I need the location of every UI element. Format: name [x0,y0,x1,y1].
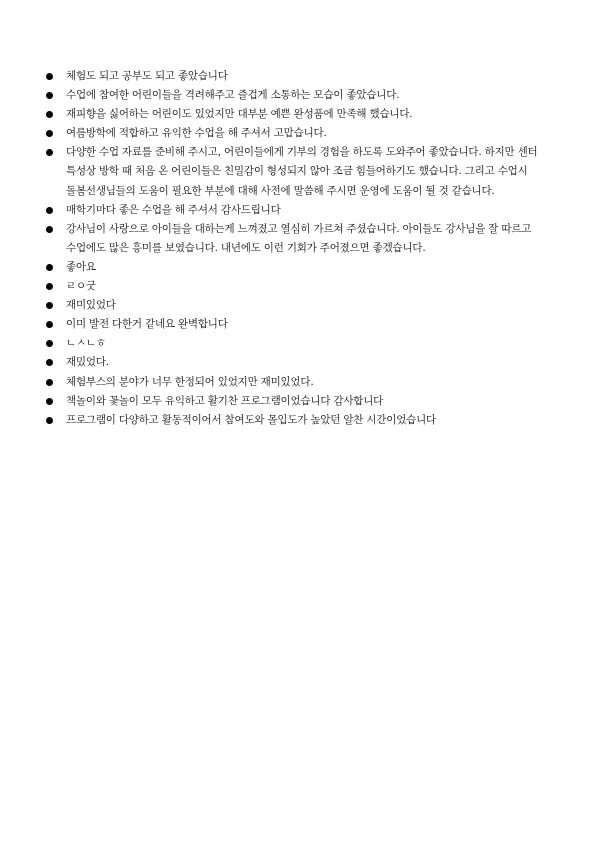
list-item [44,277,566,296]
bullet-icon [46,207,53,214]
bullet-icon [46,417,53,424]
bullet-icon [46,379,53,386]
comment-text: 강사님이 사랑으로 아이들을 대하는게 느껴졌고 열심히 가르쳐 주셨습니다. 아이들도 강사님을 잘 따르고 수업에도 많은 흥미를 보였습니다. 내년에도 이런 기회가 주어졌으면 좋겠습니다. [66,222,532,254]
bullet-icon [46,92,53,99]
comment-text: 체험부스의 분야가 너무 한정되어 있었지만 재미있었다. [66,375,314,388]
comment-text: 수업에 참여한 어린이들을 격려해주고 즐겁게 소통하는 모습이 좋았습니다. [66,89,400,102]
list-item [44,67,566,86]
bullet-icon [46,302,53,309]
bullet-icon [46,398,53,405]
list-item [44,201,566,220]
bullet-icon [46,283,53,290]
bullet-icon [46,264,53,271]
bullet-icon [46,149,53,156]
comment-text: 매학기마다 좋은 수업을 해 주셔서 감사드립니다 [66,203,281,216]
comment-text: 책놀이와 꽃놀이 모두 유익하고 활기찬 프로그램이었습니다 감사합니다 [66,394,384,407]
bullet-icon [46,226,53,233]
bullet-icon [46,73,53,80]
list-item [44,353,566,372]
bullet-icon [46,340,53,347]
list-item [44,258,566,277]
list-item [44,296,566,315]
bullet-icon [46,321,53,328]
comment-text: ㄴㅅㄴㅎ [66,337,106,350]
comment-text: 좋아요 [66,260,96,273]
bullet-icon [46,359,53,366]
list-item [44,373,566,392]
list-item [44,315,566,334]
comment-text: 프로그램이 다양하고 활동적이어서 참여도와 몰입도가 높았던 알찬 시간이었습니다 [66,413,436,426]
list-item [44,86,566,105]
list-item [44,220,566,258]
comment-text: 재피향을 싫어하는 어린이도 있었지만 대부분 예쁜 완성품에 만족해 했습니다. [66,108,413,121]
list-item [44,124,566,143]
list-item [44,334,566,353]
feedback-list [44,67,566,430]
comment-text: 체험도 되고 공부도 되고 좋았습니다 [66,70,228,82]
list-item [44,392,566,411]
list-item [44,105,566,124]
comment-text: 재미있었다 [66,299,116,312]
comment-text: 다양한 수업 자료를 준비해 주시고, 어린이들에게 기부의 경험을 하도록 도와주어 좋았습니다. 하지만 센터 특성상 방학 때 처음 온 어린이들은 친밀감이 형성되지 않아 조금 힘들어하기도 했습니다. 그리고 수업시 돌봄선생님들의 도움이 필요한 부분에 대해 사전에 말씀해 주시면 운영에 도움이 될 것 같습니다. [66,146,538,197]
list-item [44,143,566,200]
comment-text: ㄹㅇ굿 [66,280,96,293]
comment-text: 이미 발전 다한거 같네요 완벽합니다 [66,318,228,331]
list-item [44,411,566,430]
bullet-icon [46,111,53,118]
comment-text: 여름방학에 적합하고 유익한 수업을 해 주셔서 고맙습니다. [66,127,327,140]
bullet-icon [46,130,53,137]
comment-text: 재밌었다. [66,356,109,369]
